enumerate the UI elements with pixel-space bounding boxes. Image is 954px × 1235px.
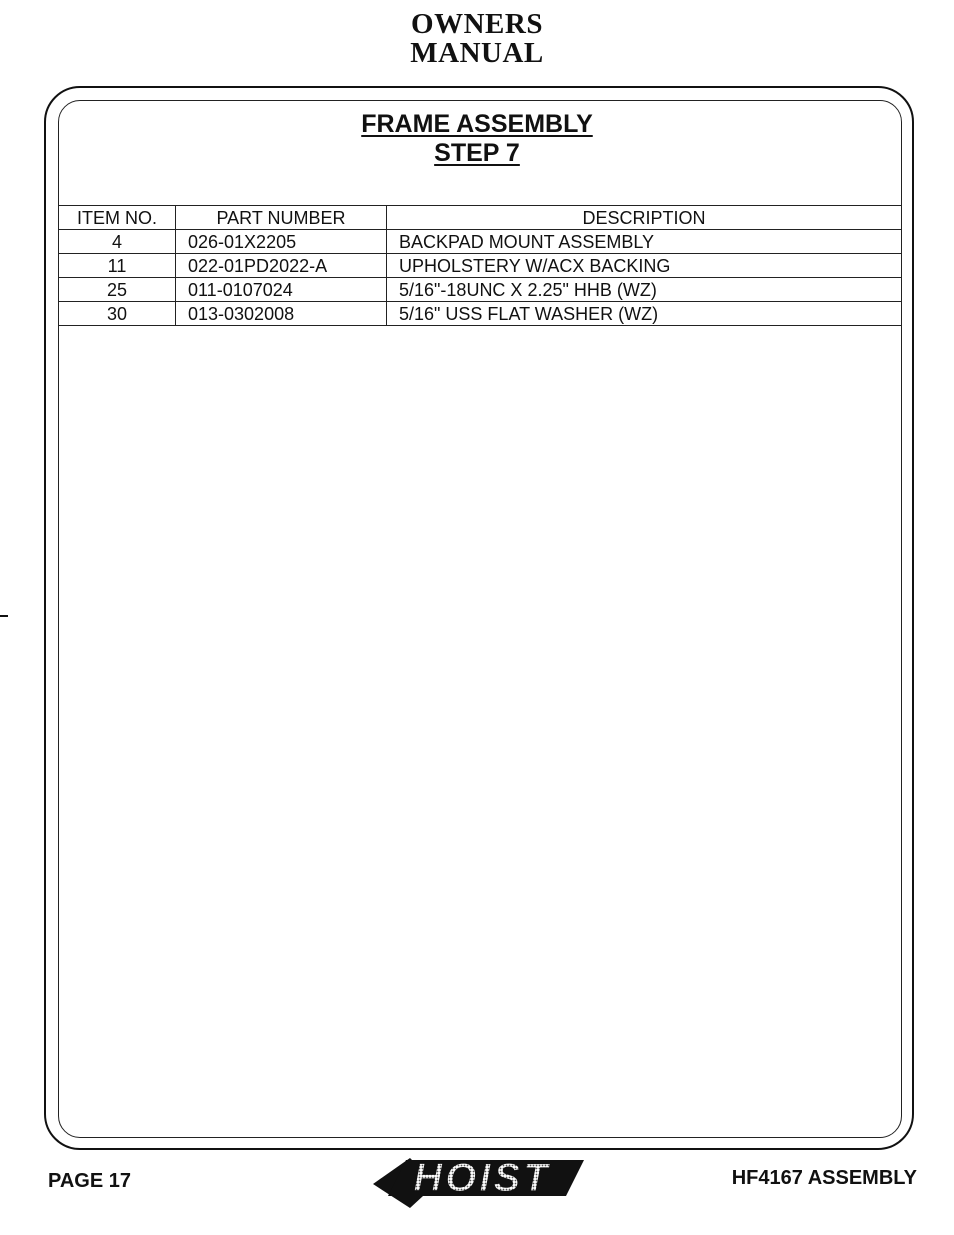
part-number-cell: 011-0107024 xyxy=(176,278,387,302)
page-number: PAGE 17 xyxy=(48,1170,131,1192)
table-row xyxy=(59,302,902,326)
section-title-line2: STEP 7 xyxy=(434,139,520,167)
part-number-cell: 026-01X2205 xyxy=(176,230,387,254)
manual-title-line1: OWNERS xyxy=(411,8,543,40)
parts-table xyxy=(58,205,902,326)
manual-title xyxy=(0,10,954,68)
section-title-line1: FRAME ASSEMBLY xyxy=(361,110,593,138)
hoist-logo xyxy=(370,1152,590,1210)
manual-title-line2: MANUAL xyxy=(410,37,544,69)
table-row xyxy=(59,278,902,302)
section-title xyxy=(0,110,954,168)
table-row xyxy=(59,254,902,278)
item-no-cell: 4 xyxy=(59,230,176,254)
description-cell: UPHOLSTERY W/ACX BACKING xyxy=(387,254,902,278)
table-header-row xyxy=(59,206,902,230)
model-label: HF4167 ASSEMBLY xyxy=(731,1167,917,1189)
column-header-description: DESCRIPTION xyxy=(387,206,902,230)
column-header-item-no: ITEM NO. xyxy=(59,206,176,230)
table-row xyxy=(59,230,902,254)
item-no-cell: 30 xyxy=(59,302,176,326)
item-no-cell: 11 xyxy=(59,254,176,278)
part-number-cell: 022-01PD2022-A xyxy=(176,254,387,278)
scan-mark xyxy=(0,615,8,617)
description-cell: BACKPAD MOUNT ASSEMBLY xyxy=(387,230,902,254)
description-cell: 5/16" USS FLAT WASHER (WZ) xyxy=(387,302,902,326)
item-no-cell: 25 xyxy=(59,278,176,302)
hoist-logo-text: HOIST xyxy=(413,1156,551,1200)
part-number-cell: 013-0302008 xyxy=(176,302,387,326)
column-header-part-number: PART NUMBER xyxy=(176,206,387,230)
description-cell: 5/16"-18UNC X 2.25" HHB (WZ) xyxy=(387,278,902,302)
